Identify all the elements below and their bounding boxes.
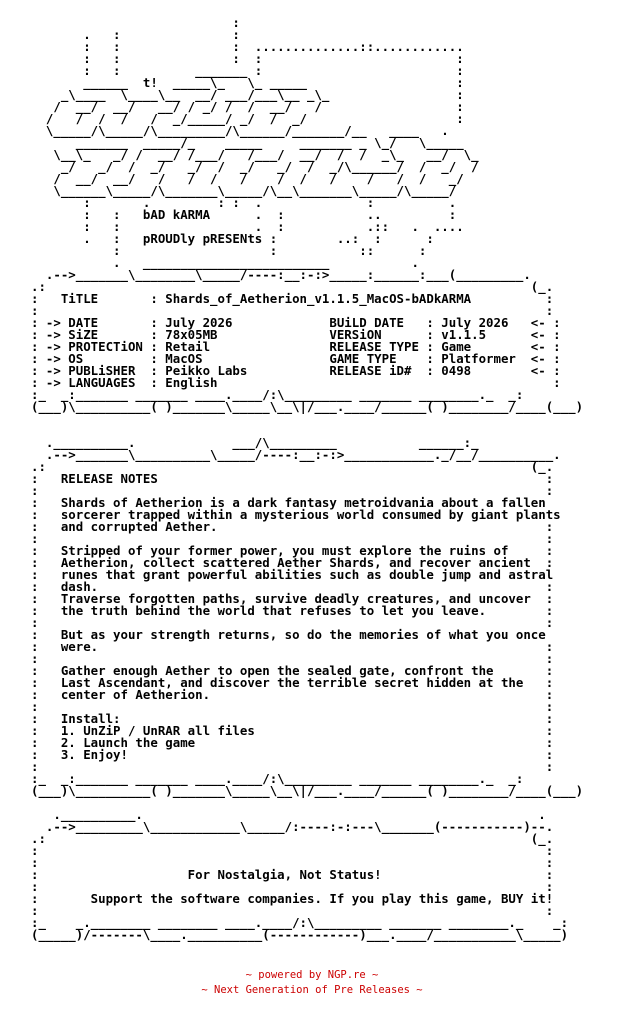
footer-powered-by: ~ powered by NGP.re ~ [245,969,379,981]
footer-tagline: ~ Next Generation of Pre Releases ~ [201,984,423,996]
nfo-ascii-art: : . : : : : : ..............::............ : : : : : : : _______ : : ______ t! _____\_ \_ _____ : _\____ \____\__ __/ ___/___\__ _\_ : / __/ __/ __/ / _/ / / __/ / : / / / / / _/_____/ _/ / _/ : \_____/\_____/\_________/\______/_______/__ ____ . _______ _____/_ _____ _______ _ \_/ \_____ \__\_ _/ / __/ /___/ /___/ __/ / / _\_ __/ \_ _/ _/ / _/ _/ / _/ _/ / _/\______/ / _/ / / __/ __/ / / / / / / / / / / _/ \______\_____/\_______\_____/\__\_______\_____/\_____/ : . : : . : . : : bAD kARMA . : .. : : : . : .:: . .... . : pROUDly pRESENts : ..: : : : : :: : . _________________________ . .-->_______\________\_____/----:__:-:>_____:______:___(_________. .: (_. : TiTLE : Shards_of_Aetherion_v1.1.5_MacOS-bADkARMA : : : : -> DATE : July 2026 BUiLD DATE : July 2026 <- : : -> SiZE : 78x05MB VERSiON : v1.1.5 <- : : -> PROTECTiON : Retail RELEASE TYPE : Game <- : : -> OS : MacOS GAME TYPE : Platformer <- : : -> PUBLiSHER : Peikko Labs RELEASE iD# : 0498 <- : : -> LANGUAGES : English : :_ _:_______ _______ ____.____/:\_________ _______ ________._ _: (___)\__________( )_______\_____\__\|/___.____/______( )________/____(___) .__________. ___/\_________ ______:_ .-->_______\__________\_____/----:__:-:>____________._/__/__________. .: (_. : RELEASE NOTES : : : : Shards of Aetherion is a dark fantasy metroidvania about a fallen : sorcerer trapped within a mysterious world consumed by giant plants : and corrupted Aether. : : : : Stripped of your former power, you must explore the ruins of : : Aetherion, collect scattered Aether Shards, and recover ancient : : runes that grant powerful abilities such as double jump and astral : dash. : : Traverse forgotten paths, survive deadly creatures, and uncover : : the truth behind the world that refuses to let you leave. : : : : But as your strength returns, so do the memories of what you once : were. : : : : Gather enough Aether to open the sealed gate, confront the : : Last Ascendant, and discover the terrible secret hidden at the : : center of Aetherion. : : : : Install: : : 1. UnZiP / UnRAR all files : : 2. Launch the game : : 3. Enjoy! : : : :_ _:_______ _______ ____.____/:\_________ _______ ________._ _: (___)\__________( )_______\_____\__\|/___.____/______( )________/____(___) .__________. . .-->_________\____________\_____/:----:-:---\_______(-----------)--. .: (_. : : : : : For Nostalgia, Not Status! : : : : Support the software companies. If you play this game, BUY it! : : :_ _.________ ________ ____.____/:\_________ _______ ________._ _: (_____)/-------\____.__________(------------)___.____/___________\_____) [31,15,584,942]
footer [0,968,624,998]
